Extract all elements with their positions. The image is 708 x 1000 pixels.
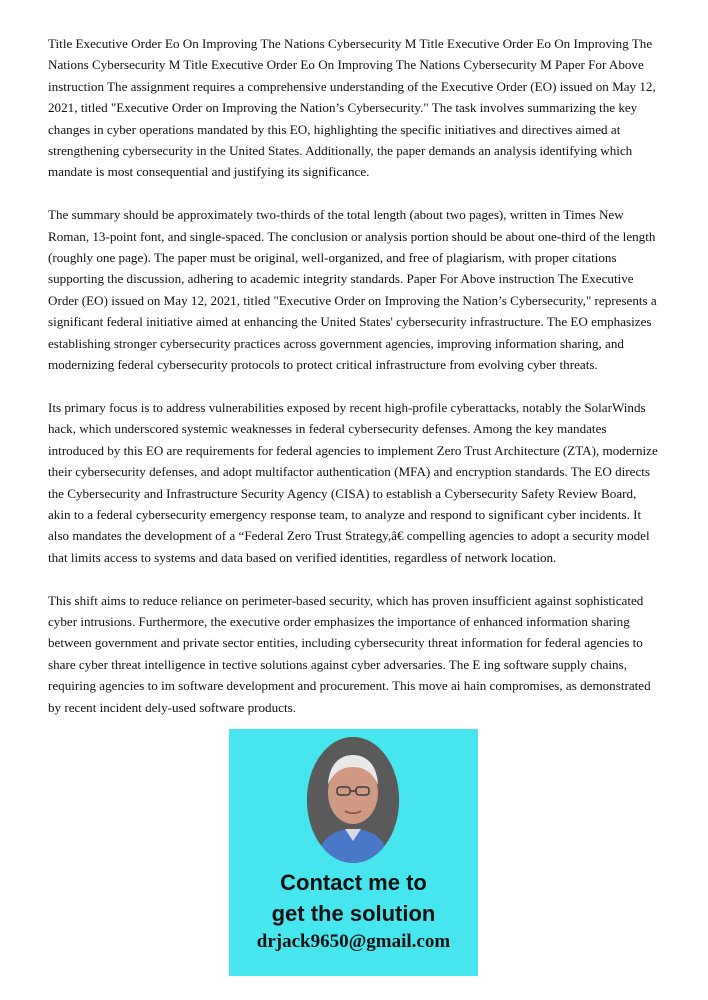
paragraph-4: This shift aims to reduce reliance on perimeter-based security, which has proven insufficient against sophisticated cyber intrusions. Furthermore, the executive order emphasizes the importance of enhanced information sharing between government and private sector entities, including cybersecurity threat information for federal agencies to share cyber threat intelligence in tective solutions against cyber adversaries. The E ing software supply chains, requiring agencies to im software development and procurement. This move ai hain compromises, as demonstrated by recent incident dely-used software products. xyxy=(48,592,651,715)
paragraph-3: Its primary focus is to address vulnerabilities exposed by recent high-profile cyberattacks, notably the SolarWinds hack, which underscored systemic weaknesses in federal cybersecurity defenses. Among the key mandates introduced by this EO are requirements for federal agencies to implement Zero Trust Architecture (ZTA), modernize their cybersecurity defenses, and adopt multifactor authentication (MFA) and encryption standards. The EO directs the Cybersecurity and Infrastructure Security Agency (CISA) to establish a Cybersecurity Safety Review Board, akin to a federal cybersecurity emergency response team, to analyze and respond to significant cyber incidents. It also mandates the development of a “Federal Zero Trust Strategy,â€ compelling agencies to adopt a security model that limits access to systems and data based on verified identities, regardless of network location. xyxy=(48,399,658,565)
promo-title-line-1: Contact me to xyxy=(280,870,427,895)
contact-promo-banner[interactable] xyxy=(229,729,478,976)
author-photo xyxy=(307,737,399,863)
paragraph-2: The summary should be approximately two-thirds of the total length (about two pages), written in Times New Roman, 13-point font, and single-spaced. The conclusion or analysis portion should be about one-third of the length (roughly one page). The paper must be original, well-organized, and free of plagiarism, with proper citations supporting the discussion, adhering to academic integrity standards. Paper For Above instruction The Executive Order (EO) issued on May 12, 2021, titled "Executive Order on Improving the Nation’s Cybersecurity," represents a significant federal initiative aimed at enhancing the United States' cybersecurity infrastructure. The EO emphasizes establishing stronger cybersecurity practices across government agencies, improving information sharing, and modernizing federal cybersecurity protocols to protect critical infrastructure from evolving cyber threats. xyxy=(48,207,657,373)
document-body xyxy=(48,33,660,739)
portrait-icon xyxy=(307,737,399,863)
contact-email[interactable]: drjack9650@gmail.com xyxy=(256,931,451,952)
promo-title-line-2: get the solution xyxy=(271,901,436,926)
promo-title xyxy=(229,867,478,929)
paragraph-1: Title Executive Order Eo On Improving The Nations Cybersecurity M Title Executive Order Eo On Improving The Nations Cybersecurity M Title Executive Order Eo On Improving The Nations Cybersecurity M Paper For Above instruction The assignment requires a comprehensive understanding of the Executive Order (EO) issued on May 12, 2021, titled "Executive Order on Improving the Nation’s Cybersecurity." The task involves summarizing the key changes in cyber operations mandated by this EO, highlighting the specific initiatives and directives aimed at strengthening cybersecurity in the United States. Additionally, the paper demands an analysis identifying which mandate is most consequential and justifying its significance. xyxy=(48,36,656,180)
